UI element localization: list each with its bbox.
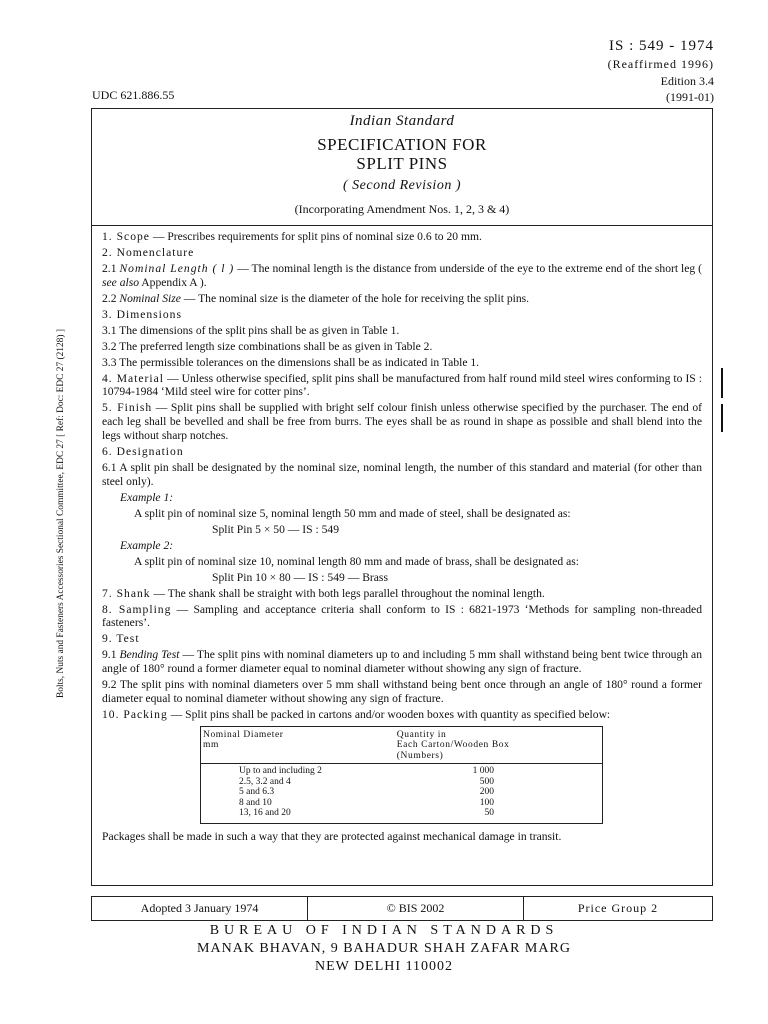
clause-9 xyxy=(102,632,702,646)
adopted-date: Adopted 3 January 1974 xyxy=(92,897,308,920)
clause-text: — The split pins with nominal diameters up to and including 5 mm shall withstand being bent twice through an angle of 180° round a former diameter equal to nominal diameter without showing any sign of fracture. xyxy=(102,648,702,676)
clause-2 xyxy=(102,246,702,260)
standard-label: Indian Standard xyxy=(349,113,455,129)
address-line-2: NEW DELHI 110002 xyxy=(314,959,454,974)
is-number: IS : 549 - 1974 xyxy=(609,38,714,54)
revision-label: ( Second Revision ) xyxy=(343,178,461,193)
committee-side-note: Bolts, Nuts and Fasteners Accessories Sectional Committee, EDC 27 [ Ref: Doc: EDC 27 (2128) ] xyxy=(56,329,66,698)
table-row xyxy=(201,777,603,788)
amendments-note: (Incorporating Amendment Nos. 1, 2, 3 & 4) xyxy=(294,202,510,216)
cell-quantity: 100 xyxy=(479,797,494,808)
clause-heading: Bending Test xyxy=(119,648,180,662)
clause-text: — Sampling and acceptance criteria shall conform to IS : 6821-1973 ‘Methods for sampling non-threaded fasteners’. xyxy=(102,602,702,630)
clause-text: Appendix A ). xyxy=(139,275,207,289)
document-header xyxy=(608,37,714,106)
udc-code: UDC 621.886.55 xyxy=(92,88,175,102)
example-2-label: Example 2: xyxy=(120,538,174,552)
cell-quantity: 50 xyxy=(484,808,494,819)
document-frame xyxy=(91,108,713,886)
clause-heading: 7. Shank xyxy=(102,586,151,600)
example-2-designation: Split Pin 10 × 80 — IS : 549 — Brass xyxy=(212,570,388,584)
example-1-designation: Split Pin 5 × 50 — IS : 549 xyxy=(212,522,340,536)
cell-quantity: 500 xyxy=(479,776,494,787)
reaffirmed-note: (Reaffirmed 1996) xyxy=(607,57,714,71)
closing-note: Packages shall be made in such a way that they are protected against mechanical damage in transit. xyxy=(102,829,562,843)
cell-quantity: 1 000 xyxy=(472,766,494,777)
specification-body xyxy=(102,230,702,846)
copyright: © BIS 2002 xyxy=(308,897,524,920)
column-header-quantity: Quantity in Each Carton/Wooden Box (Numbers) xyxy=(395,726,603,764)
clause-heading: 2. Nomenclature xyxy=(102,245,195,259)
address-line-1: MANAK BHAVAN, 9 BAHADUR SHAH ZAFAR MARG xyxy=(197,941,571,956)
clause-1 xyxy=(102,230,702,244)
cell-nominal-diameter: 2.5, 3.2 and 4 xyxy=(239,776,291,787)
publisher-block xyxy=(0,922,768,976)
clause-3-3: 3.3 The permissible tolerances on the dimensions shall be as indicated in Table 1. xyxy=(102,355,480,369)
cell-nominal-diameter: 13, 16 and 20 xyxy=(239,808,291,819)
clause-10 xyxy=(102,708,702,722)
clause-number: 9.1 xyxy=(102,648,120,662)
change-bar xyxy=(721,368,723,398)
clause-5 xyxy=(102,401,702,442)
example-1-text: A split pin of nominal size 5, nominal length 50 mm and made of steel, shall be designated as: xyxy=(134,506,571,520)
clause-number: 2.2 xyxy=(102,291,120,305)
footer-info-row xyxy=(91,896,713,921)
clause-text: — The nominal length is the distance from underside of the eye to the extreme end of the short leg ( xyxy=(234,261,703,275)
clause-6-1: 6.1 A split pin shall be designated by the nominal size, nominal length, the number of this standard and material (for other than steel only). xyxy=(102,461,702,488)
table-row xyxy=(201,808,603,823)
clause-number: 2.1 xyxy=(102,261,120,275)
clause-3-2: 3.2 The preferred length size combinations shall be as given in Table 2. xyxy=(102,339,433,353)
clause-heading: Nominal Size xyxy=(119,291,181,305)
packing-table xyxy=(200,726,603,824)
clause-heading: 5. Finish xyxy=(102,401,153,415)
price-group: Price Group 2 xyxy=(577,901,659,915)
clause-text: — The shank shall be straight with both legs parallel throughout the nominal length. xyxy=(150,586,545,600)
cell-nominal-diameter: Up to and including 2 xyxy=(239,766,322,777)
change-bar xyxy=(721,404,723,432)
clause-heading: 3. Dimensions xyxy=(102,307,182,321)
cell-nominal-diameter: 8 and 10 xyxy=(239,797,272,808)
clause-heading: 6. Designation xyxy=(102,445,184,459)
clause-text: — The nominal size is the diameter of the hole for receiving the split pins. xyxy=(180,291,530,305)
clause-2-1 xyxy=(102,262,702,290)
clause-3 xyxy=(102,308,702,322)
clause-6 xyxy=(102,445,702,459)
cell-nominal-diameter: 5 and 6.3 xyxy=(239,787,275,798)
clause-heading: 9. Test xyxy=(102,632,140,646)
bureau-name: BUREAU OF INDIAN STANDARDS xyxy=(209,923,559,938)
title-line-1: SPECIFICATION FOR xyxy=(317,135,487,154)
clause-4 xyxy=(102,372,702,400)
title-block xyxy=(92,109,712,226)
column-header-nominal-diameter: Nominal Diameter mm xyxy=(201,726,395,764)
clause-9-1 xyxy=(102,648,702,676)
clause-text: — Split pins shall be supplied with bright self colour finish unless otherwise specified by the purchaser. The end of each leg shall be bevelled and shall be free from burrs. The eyes shall be as round in shape as possible and shall blend into the legs without sharp notches. xyxy=(102,401,702,443)
clause-3-1: 3.1 The dimensions of the split pins shall be as given in Table 1. xyxy=(102,323,400,337)
example-2-text: A split pin of nominal size 10, nominal length 80 mm and made of brass, shall be designated as: xyxy=(134,554,579,568)
clause-text: — Unless otherwise specified, split pins shall be manufactured from half round mild steel wires conforming to IS : 10794-1984 ‘Mild steel wire for cotter pins’. xyxy=(102,371,702,399)
edition-date: (1991-01) xyxy=(666,90,714,104)
clause-heading: 4. Material xyxy=(102,371,164,385)
table-row xyxy=(201,764,603,777)
cell-quantity: 200 xyxy=(479,787,494,798)
title-line-2: SPLIT PINS xyxy=(356,154,448,173)
clause-2-2 xyxy=(102,292,702,306)
clause-text: — Split pins shall be packed in cartons and/or wooden boxes with quantity as specified below: xyxy=(167,708,611,722)
clause-heading: 1. Scope xyxy=(102,230,150,243)
clause-heading: Nominal Length ( l ) xyxy=(119,261,235,275)
clause-heading: 8. Sampling xyxy=(102,602,172,616)
table-row xyxy=(201,798,603,809)
see-also-text: see also xyxy=(102,275,140,289)
table-row xyxy=(201,787,603,798)
clause-heading: 10. Packing xyxy=(102,708,168,722)
clause-text: — Prescribes requirements for split pins of nominal size 0.6 to 20 mm. xyxy=(149,230,482,243)
clause-7 xyxy=(102,587,702,601)
example-1-label: Example 1: xyxy=(120,490,174,504)
clause-9-2: 9.2 The split pins with nominal diameters over 5 mm shall withstand being bent once through an angle of 180° round a former diameter equal to nominal diameter without showing any sign of fracture. xyxy=(102,678,702,706)
edition-label: Edition 3.4 xyxy=(660,73,714,88)
clause-8 xyxy=(102,603,702,631)
